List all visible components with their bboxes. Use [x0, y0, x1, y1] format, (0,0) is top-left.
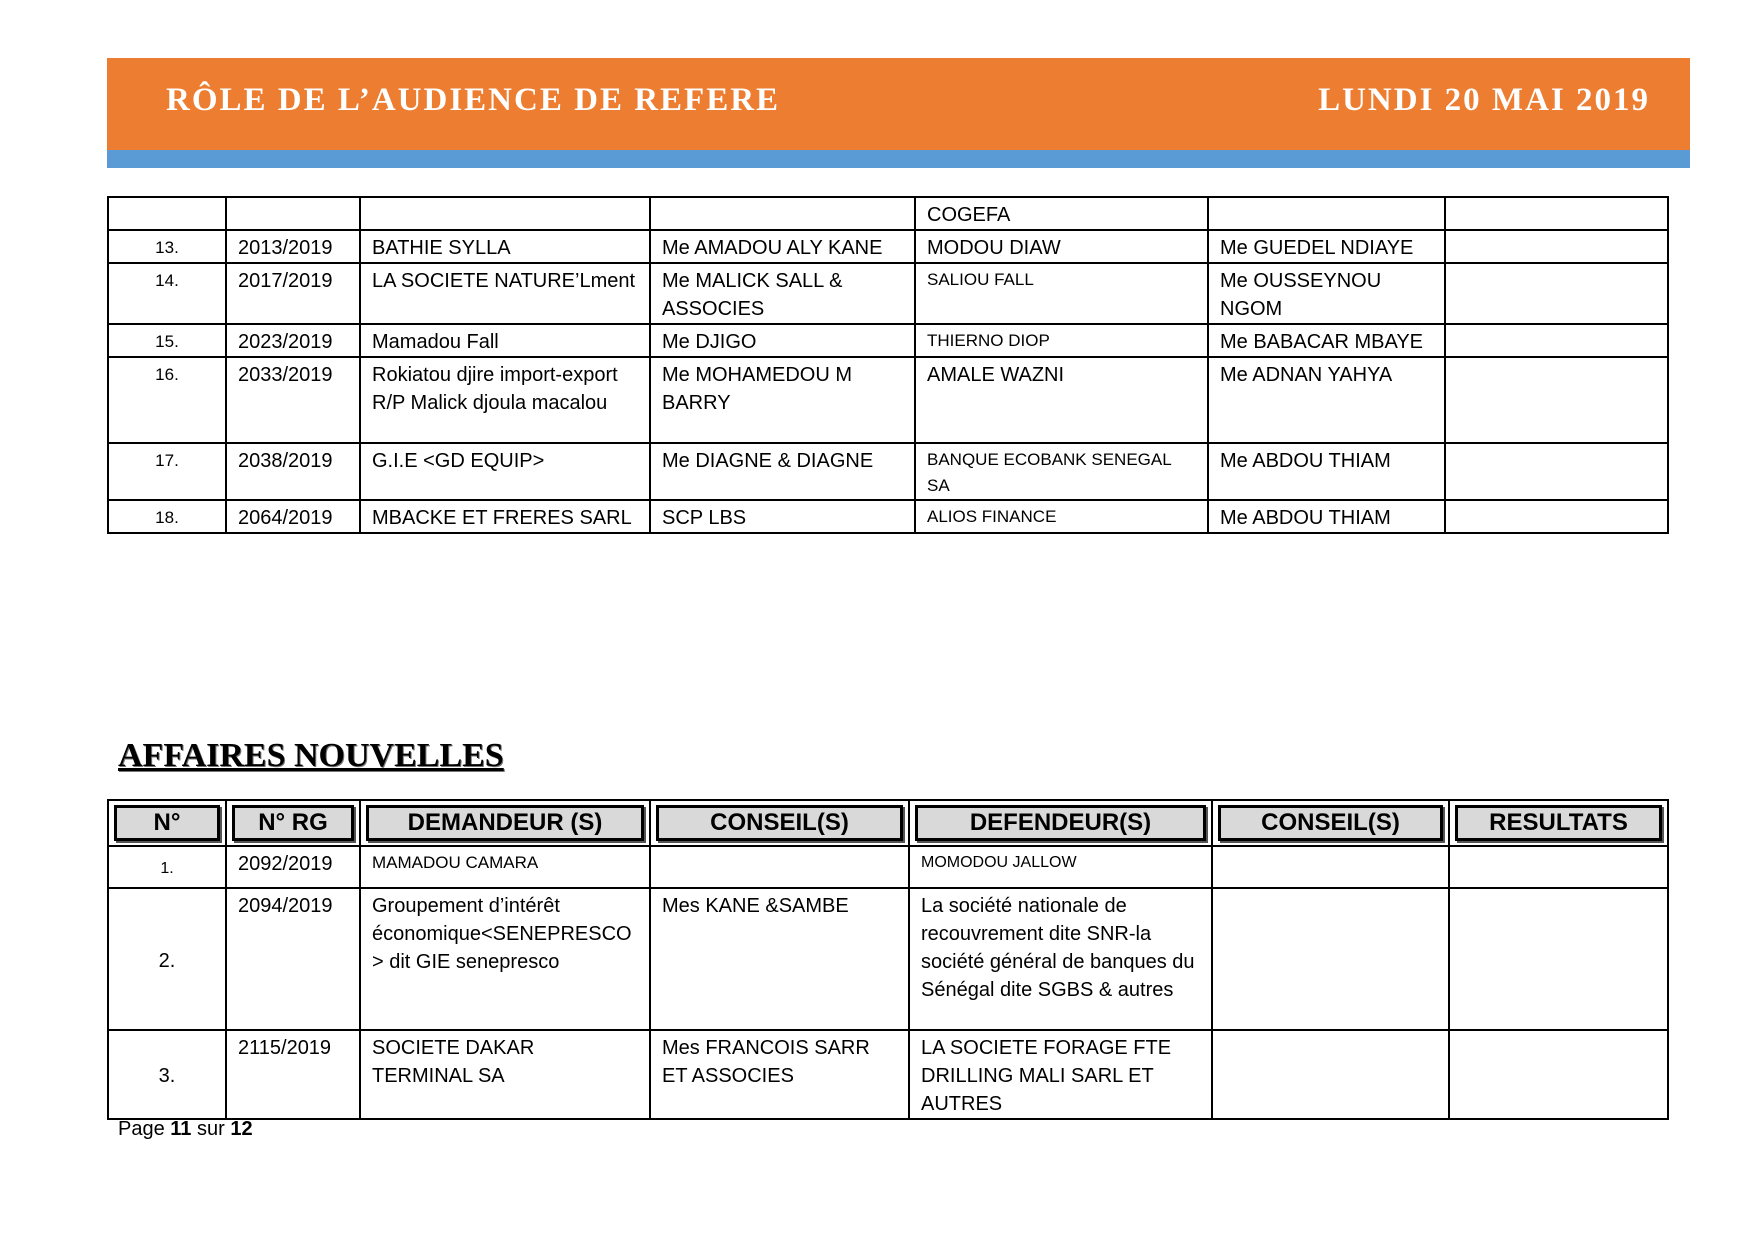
column-header-conseil: CONSEIL(S) [650, 800, 909, 846]
case-resultats [1445, 230, 1668, 263]
case-defendeur: ALIOS FINANCE [915, 500, 1208, 533]
case-conseil-defense [1212, 1030, 1449, 1119]
case-rg: 2023/2019 [226, 324, 360, 357]
case-demandeur: MBACKE ET FRERES SARL [360, 500, 650, 533]
case-conseil: SCP LBS [650, 500, 915, 533]
table-row [108, 197, 1668, 230]
case-demandeur: Rokiatou djire import-export R/P Malick djoula macalou [360, 357, 650, 443]
case-resultats [1445, 357, 1668, 443]
table-row [108, 263, 1668, 324]
case-rg: 2017/2019 [226, 263, 360, 324]
case-conseil: Me MOHAMEDOU M BARRY [650, 357, 915, 443]
case-resultats [1445, 324, 1668, 357]
case-resultats [1449, 1030, 1668, 1119]
case-number: 1. [108, 846, 226, 888]
case-defendeur: AMALE WAZNI [915, 357, 1208, 443]
section-heading: AFFAIRES NOUVELLES [118, 737, 504, 774]
case-rg: 2064/2019 [226, 500, 360, 533]
case-conseil-defense: Me GUEDEL NDIAYE [1208, 230, 1445, 263]
case-demandeur [360, 197, 650, 230]
case-rg: 2033/2019 [226, 357, 360, 443]
page-current: 11 [170, 1118, 192, 1140]
case-conseil-defense [1208, 197, 1445, 230]
column-header-rg: N° RG [226, 800, 360, 846]
column-header-defendeur: DEFENDEUR(S) [909, 800, 1212, 846]
case-demandeur: Groupement d’intérêt économique<SENEPRESCO> dit GIE senepresco [360, 888, 650, 1030]
case-conseil: Me AMADOU ALY KANE [650, 230, 915, 263]
case-number [108, 197, 226, 230]
case-resultats [1449, 846, 1668, 888]
case-number: 16. [108, 357, 226, 443]
case-number: 14. [108, 263, 226, 324]
case-resultats [1445, 263, 1668, 324]
case-number: 3. [108, 1030, 226, 1119]
case-resultats [1449, 888, 1668, 1030]
case-defendeur: BANQUE ECOBANK SENEGAL SA [915, 443, 1208, 500]
case-defendeur: La société nationale de recouvrement dite SNR-la société général de banques du Sénégal dite SGBS & autres [909, 888, 1212, 1030]
case-conseil-defense: Me OUSSEYNOU NGOM [1208, 263, 1445, 324]
header-stripe [107, 150, 1690, 168]
table-row [108, 888, 1668, 1030]
case-number: 17. [108, 443, 226, 500]
case-conseil-defense: Me ABDOU THIAM [1208, 500, 1445, 533]
case-rg: 2038/2019 [226, 443, 360, 500]
case-conseil-defense: Me ADNAN YAHYA [1208, 357, 1445, 443]
case-number: 18. [108, 500, 226, 533]
case-conseil-defense: Me BABACAR MBAYE [1208, 324, 1445, 357]
case-defendeur: LA SOCIETE FORAGE FTE DRILLING MALI SARL ET AUTRES [909, 1030, 1212, 1119]
table-row [108, 443, 1668, 500]
case-conseil: Me DIAGNE & DIAGNE [650, 443, 915, 500]
case-conseil: Me MALICK SALL & ASSOCIES [650, 263, 915, 324]
page-title: RÔLE DE L’AUDIENCE DE REFERE [166, 82, 781, 118]
case-resultats [1445, 500, 1668, 533]
case-demandeur: BATHIE SYLLA [360, 230, 650, 263]
case-rg: 2094/2019 [226, 888, 360, 1030]
table-header-row [108, 800, 1668, 846]
table-row [108, 1030, 1668, 1119]
case-rg: 2115/2019 [226, 1030, 360, 1119]
case-defendeur: COGEFA [915, 197, 1208, 230]
case-demandeur: SOCIETE DAKAR TERMINAL SA [360, 1030, 650, 1119]
case-number: 13. [108, 230, 226, 263]
case-conseil: Me DJIGO [650, 324, 915, 357]
case-defendeur: SALIOU FALL [915, 263, 1208, 324]
page-separator: sur [197, 1118, 225, 1140]
case-demandeur: Mamadou Fall [360, 324, 650, 357]
case-conseil-defense [1212, 846, 1449, 888]
case-resultats [1445, 443, 1668, 500]
table-row [108, 324, 1668, 357]
table-row [108, 357, 1668, 443]
column-header-demandeur: DEMANDEUR (S) [360, 800, 650, 846]
case-number: 2. [108, 888, 226, 1030]
table-row [108, 500, 1668, 533]
case-conseil: Mes FRANCOIS SARR ET ASSOCIES [650, 1030, 909, 1119]
case-number: 15. [108, 324, 226, 357]
case-demandeur: G.I.E <GD EQUIP> [360, 443, 650, 500]
table-row [108, 230, 1668, 263]
page-footer [118, 1118, 253, 1141]
case-demandeur: LA SOCIETE NATURE’Lment [360, 263, 650, 324]
table-row [108, 846, 1668, 888]
case-demandeur: MAMADOU CAMARA [360, 846, 650, 888]
case-defendeur: MOMODOU JALLOW [909, 846, 1212, 888]
previous-cases-table [107, 196, 1669, 534]
column-header-no: N° [108, 800, 226, 846]
case-resultats [1445, 197, 1668, 230]
hearing-date: LUNDI 20 MAI 2019 [1318, 82, 1650, 118]
case-defendeur: MODOU DIAW [915, 230, 1208, 263]
column-header-resultats: RESULTATS [1449, 800, 1668, 846]
case-rg: 2013/2019 [226, 230, 360, 263]
case-conseil-defense: Me ABDOU THIAM [1208, 443, 1445, 500]
case-conseil [650, 197, 915, 230]
case-conseil: Mes KANE &SAMBE [650, 888, 909, 1030]
page-total: 12 [230, 1118, 253, 1140]
case-defendeur: THIERNO DIOP [915, 324, 1208, 357]
column-header-conseil-defense: CONSEIL(S) [1212, 800, 1449, 846]
case-conseil [650, 846, 909, 888]
case-rg [226, 197, 360, 230]
case-conseil-defense [1212, 888, 1449, 1030]
case-rg: 2092/2019 [226, 846, 360, 888]
new-cases-table [107, 799, 1669, 1120]
page-label: Page [118, 1118, 165, 1140]
